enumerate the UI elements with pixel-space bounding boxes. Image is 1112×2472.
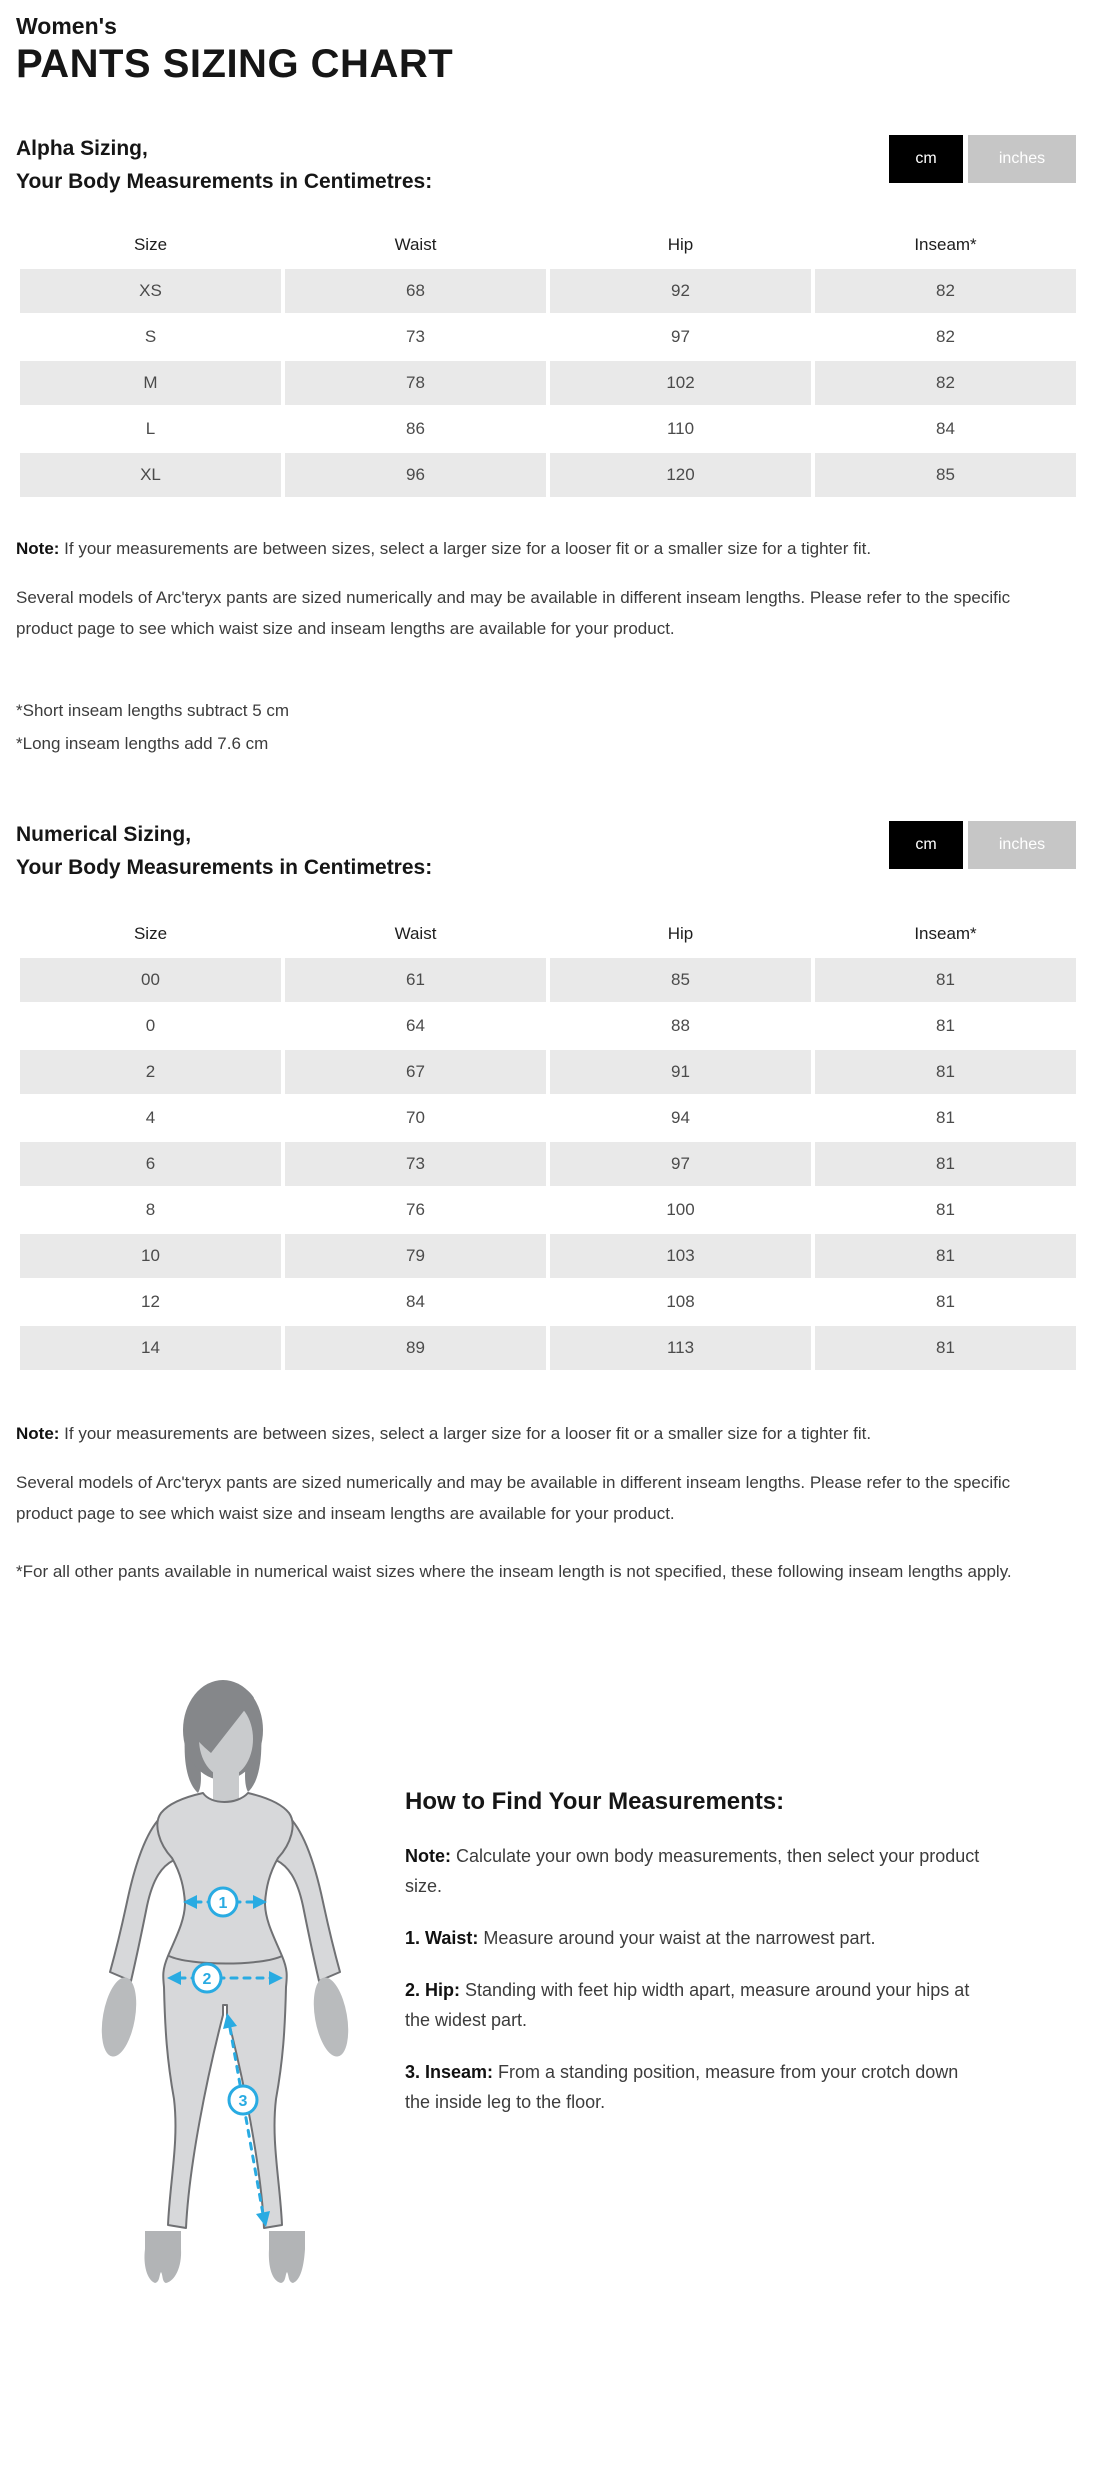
column-header: Waist [394,235,437,254]
table-cell: 82 [815,361,1076,405]
table-cell: 68 [285,269,546,313]
cm-button[interactable]: cm [889,135,963,183]
step-inseam-label: 3. Inseam: [405,2062,494,2082]
numerical-note [16,1418,1064,1449]
step-hip-label: 2. Hip: [405,1980,461,2000]
step-waist-label: 1. Waist: [405,1928,479,1948]
column-header: Size [133,235,168,254]
waist-marker-number: 1 [218,1895,228,1912]
step-inseam-text: From a standing position, measure from your crotch down the inside leg to the floor. [405,2062,959,2112]
inches-button[interactable]: inches [968,135,1076,183]
table-cell: 81 [936,1016,955,1035]
table-cell: 8 [145,1200,156,1219]
table-cell: 64 [406,1016,425,1035]
table-cell: 91 [550,1050,811,1094]
table-cell: 94 [671,1108,690,1127]
step-inseam [405,2057,980,2117]
numerical-section-header [16,818,1076,884]
table-cell: 89 [285,1326,546,1370]
table-cell: 78 [285,361,546,405]
table-cell: 103 [550,1234,811,1278]
how-to-text [405,1625,980,2290]
table-cell: 92 [550,269,811,313]
figure-feet [144,2231,305,2283]
alpha-footnote-long: *Long inseam lengths add 7.6 cm [16,734,269,753]
table-cell: 10 [20,1234,281,1278]
table-cell: 81 [815,1142,1076,1186]
table-cell: 12 [141,1292,160,1311]
table-cell: 81 [815,1050,1076,1094]
table-cell: 76 [406,1200,425,1219]
step-waist-text: Measure around your waist at the narrowest part. [478,1928,876,1948]
alpha-paragraph: Several models of Arc'teryx pants are sized numerically and may be available in different inseam lengths. Please refer to the specific product page to see which waist size and inseam lengths are available for your product. [16,588,1011,638]
table-cell: XS [20,269,281,313]
column-header: Waist [394,924,437,943]
table-cell: 79 [285,1234,546,1278]
table-cell: 4 [145,1108,156,1127]
column-header: Hip [667,235,694,254]
column-header: Inseam* [914,924,977,943]
table-cell: 84 [406,1292,425,1311]
table-cell: 82 [815,269,1076,313]
table-cell: 00 [20,958,281,1002]
table-cell: 85 [815,453,1076,497]
numerical-note-text: If your measurements are between sizes, select a larger size for a looser fit or a smaller size for a tighter fit. [59,1424,872,1443]
step-hip [405,1975,980,2035]
cm-button[interactable]: cm [889,821,963,869]
body-figure-illustration [85,1625,405,2285]
numerical-heading-line1: Numerical Sizing, [16,823,192,846]
table-cell: 97 [550,1142,811,1186]
table-cell: 81 [815,1326,1076,1370]
table-cell: 108 [666,1292,695,1311]
alpha-sizing-table [20,223,1076,497]
how-to-note-label: Note: [405,1846,451,1866]
table-cell: 86 [406,419,425,438]
how-to-note-text: Calculate your own body measurements, then select your product size. [405,1846,980,1896]
table-cell: 14 [20,1326,281,1370]
table-cell: 81 [936,1200,955,1219]
table-cell: 81 [815,1234,1076,1278]
body-diagram [85,1625,405,2290]
numerical-footnote: *For all other pants available in numerical waist sizes where the inseam length is not specified, these following inseam lengths apply. [16,1562,1012,1581]
table-cell: 2 [20,1050,281,1094]
alpha-note-label: Note: [16,539,60,558]
table-cell: XL [20,453,281,497]
table-cell: S [144,327,157,346]
table-cell: 88 [671,1016,690,1035]
table-cell: 82 [936,327,955,346]
how-to-section [0,1625,1112,2290]
table-cell: 81 [815,958,1076,1002]
table-cell: 61 [285,958,546,1002]
table-cell: 67 [285,1050,546,1094]
table-cell: 73 [406,327,425,346]
table-cell: 6 [20,1142,281,1186]
table-cell: 85 [550,958,811,1002]
numerical-paragraph: Several models of Arc'teryx pants are sized numerically and may be available in different inseam lengths. Please refer to the specific product page to see which waist size and inseam lengths are available for your product. [16,1473,1011,1523]
how-to-note [405,1841,980,1901]
page-title: PANTS SIZING CHART [16,42,454,86]
column-header: Inseam* [914,235,977,254]
numerical-note-label: Note: [16,1424,60,1443]
table-cell: 73 [285,1142,546,1186]
table-cell: 120 [550,453,811,497]
table-cell: 81 [936,1292,955,1311]
table-cell: 100 [666,1200,695,1219]
column-header: Hip [667,924,694,943]
alpha-note [16,533,1064,564]
unit-toggle-alpha [889,135,1076,183]
table-cell: 96 [285,453,546,497]
table-cell: L [145,419,156,438]
column-header: Size [133,924,168,943]
alpha-heading-line2: Your Body Measurements in Centimetres: [16,170,433,193]
hip-marker-number: 2 [202,1971,212,1988]
step-waist [405,1923,980,1953]
numerical-section-heading [16,818,432,884]
alpha-section-header [16,132,1076,198]
figure-body [157,1793,292,2228]
how-to-heading: How to Find Your Measurements: [405,1788,785,1815]
alpha-section-heading [16,132,432,198]
alpha-footnote-short: *Short inseam lengths subtract 5 cm [16,701,290,720]
step-hip-text: Standing with feet hip width apart, measure around your hips at the widest part. [405,1980,970,2030]
alpha-heading-line1: Alpha Sizing, [16,137,148,160]
table-cell: 97 [671,327,690,346]
alpha-note-text: If your measurements are between sizes, select a larger size for a looser fit or a smaller size for a tighter fit. [59,539,872,558]
page-pretitle: Women's [16,13,117,39]
inseam-marker-number: 3 [238,2093,248,2110]
numerical-heading-line2: Your Body Measurements in Centimetres: [16,856,433,879]
alpha-footnotes [16,694,1064,760]
numerical-sizing-table [20,912,1076,1370]
unit-toggle-numerical [889,821,1076,869]
table-cell: M [20,361,281,405]
table-cell: 81 [936,1108,955,1127]
table-cell: 110 [666,419,695,438]
inches-button[interactable]: inches [968,821,1076,869]
table-cell: 84 [936,419,955,438]
table-cell: 0 [145,1016,156,1035]
table-cell: 102 [550,361,811,405]
table-cell: 70 [406,1108,425,1127]
table-cell: 113 [550,1326,811,1370]
